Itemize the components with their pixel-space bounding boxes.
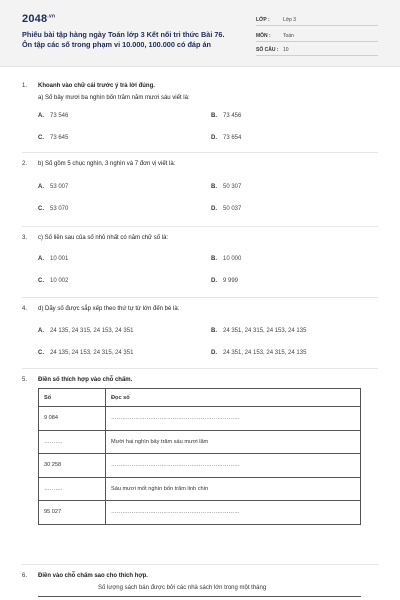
question-number: 5. — [22, 377, 28, 383]
number-blank[interactable]: ………. — [39, 430, 106, 454]
reading-blank[interactable]: …………………………………………………………… — [106, 454, 361, 478]
reading-blank[interactable]: …………………………………………………………… — [106, 407, 361, 431]
divider — [22, 564, 378, 565]
option-letter: A. — [38, 113, 44, 119]
meta-class — [256, 15, 378, 26]
option-a[interactable] — [38, 184, 68, 190]
option-text: 24 351, 24 153, 24 315, 24 135 — [223, 350, 307, 356]
option-letter: C. — [38, 135, 44, 141]
option-b[interactable] — [211, 113, 241, 119]
question-text: d) Dãy số được sắp xếp theo thứ tự từ lớn đến bé là: — [38, 306, 180, 312]
option-text: 50 037 — [223, 206, 242, 212]
meta-class-value: Lớp 3 — [283, 17, 297, 23]
meta-subject — [256, 31, 378, 42]
option-b[interactable] — [211, 184, 241, 190]
option-letter: C. — [38, 278, 44, 284]
question-number: 3. — [22, 235, 28, 241]
option-text: 9 999 — [223, 278, 239, 284]
option-letter: A. — [38, 256, 44, 262]
option-c[interactable] — [38, 135, 68, 141]
option-letter: D. — [211, 350, 217, 356]
question-subtext: a) Số bảy mươi ba nghìn bốn trăm năm mươi sáu viết là: — [38, 95, 190, 101]
option-letter: D. — [211, 278, 217, 284]
option-letter: A. — [38, 184, 44, 190]
option-d[interactable] — [211, 206, 241, 212]
option-a[interactable] — [38, 113, 68, 119]
question-text: Khoanh vào chữ cái trước ý trả lời đúng. — [38, 83, 155, 89]
divider — [22, 226, 378, 227]
site-logo[interactable]: $2048^{.vn}$ — [22, 13, 56, 25]
divider — [22, 368, 378, 369]
question-number: 1. — [22, 83, 28, 89]
option-letter: A. — [38, 328, 44, 334]
meta-count-label: SỐ CÂU : — [256, 47, 279, 53]
option-c[interactable] — [38, 278, 68, 284]
option-letter: B. — [211, 113, 217, 119]
option-text: 73 546 — [50, 113, 69, 119]
option-c[interactable] — [38, 206, 68, 212]
column-header-number: Số — [39, 389, 106, 407]
column-header-reading: Đọc số — [106, 389, 361, 407]
divider — [22, 297, 378, 298]
number-cell: 95 027 — [39, 501, 106, 525]
option-text: 10 000 — [223, 256, 242, 262]
option-text: 53 007 — [50, 184, 69, 190]
table-row — [39, 407, 361, 431]
meta-subject-value: Toán — [283, 33, 294, 39]
title-line-1: Phiếu bài tập hàng ngày Toán lớp 3 Kết nối tri thức Bài 76. — [22, 30, 225, 39]
number-cell: 30 258 — [39, 454, 106, 478]
table-row — [39, 501, 361, 525]
option-text: 24 351, 24 315, 24 153, 24 135 — [223, 328, 307, 334]
option-d[interactable] — [211, 278, 238, 284]
worksheet-title — [22, 30, 237, 49]
option-letter: D. — [211, 135, 217, 141]
option-d[interactable] — [211, 350, 306, 356]
divider — [22, 152, 378, 153]
meta-class-label: LỚP : — [256, 17, 270, 23]
option-text: 10 001 — [50, 256, 69, 262]
number-cell: 9 084 — [39, 407, 106, 431]
meta-subject-label: MÔN : — [256, 33, 271, 39]
option-text: 53 070 — [50, 206, 69, 212]
option-b[interactable] — [211, 328, 306, 334]
option-a[interactable] — [38, 256, 68, 262]
table-row — [39, 430, 361, 454]
number-blank[interactable]: ………. — [39, 477, 106, 501]
option-c[interactable] — [38, 350, 133, 356]
option-b[interactable] — [211, 256, 241, 262]
option-text: 73 654 — [223, 135, 242, 141]
table-row — [39, 454, 361, 478]
question-text: Điền số thích hợp vào chỗ chấm. — [38, 377, 133, 383]
option-letter: C. — [38, 350, 44, 356]
option-a[interactable] — [38, 328, 133, 334]
option-letter: C. — [38, 206, 44, 212]
option-letter: B. — [211, 328, 217, 334]
number-reading-table — [38, 388, 361, 525]
question-text: b) Số gồm 5 chục nghìn, 3 nghìn và 7 đơn vị viết là: — [38, 161, 176, 167]
option-text: 50 307 — [223, 184, 242, 190]
option-text: 24 135, 24 315, 24 153, 24 351 — [50, 328, 134, 334]
meta-count — [256, 45, 378, 56]
option-letter: B. — [211, 256, 217, 262]
question-number: 4. — [22, 306, 28, 312]
option-text: 73 456 — [223, 113, 242, 119]
reading-blank[interactable]: …………………………………………………………… — [106, 501, 361, 525]
table-header-row — [39, 389, 361, 407]
worksheet-header — [0, 0, 400, 67]
question-number: 6. — [22, 573, 28, 579]
table-row — [39, 477, 361, 501]
question-text: c) Số liền sau của số nhỏ nhất có năm chữ số là: — [38, 235, 169, 241]
question-text: Điền vào chỗ chấm sao cho thích hợp. — [38, 573, 148, 579]
meta-count-value: 10 — [283, 47, 289, 53]
title-line-2: Ôn tập các số trong phạm vi 10.000, 100.000 có đáp án — [22, 39, 211, 49]
option-text: 73 645 — [50, 135, 69, 141]
reading-cell: Sáu mươi mốt nghìn bốn trăm linh chín — [106, 477, 361, 501]
option-text: 10 002 — [50, 278, 69, 284]
table-caption: Số lượng sách bán được bởi các nhà sách lớn trong một tháng — [98, 585, 267, 591]
question-number: 2. — [22, 161, 28, 167]
option-letter: B. — [211, 184, 217, 190]
option-d[interactable] — [211, 135, 241, 141]
option-text: 24 135, 24 153, 24 315, 24 351 — [50, 350, 134, 356]
table-top-border — [38, 596, 361, 597]
reading-cell: Mười hai nghìn bảy trăm sáu mươi lăm — [106, 430, 361, 454]
option-letter: D. — [211, 206, 217, 212]
